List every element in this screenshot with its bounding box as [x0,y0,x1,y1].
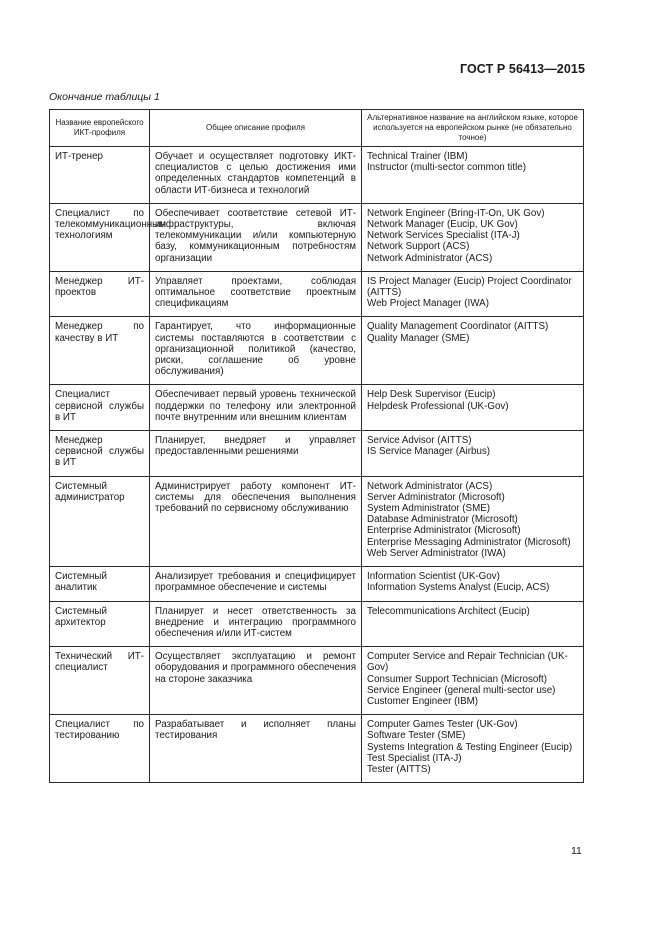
alternative-names-cell [362,601,584,647]
table-row [50,147,584,204]
alternative-name-item: Network Administrator (ACS) [367,252,493,264]
alternative-names-cell [362,271,584,317]
alternative-name-item: Information Scientist (UK-Gov) [367,571,500,583]
alternative-name-item: Server Administrator (Microsoft) [367,491,505,503]
alternative-name-item: Helpdesk Professional (UK-Gov) [367,400,509,412]
alternative-name-item: Instructor (multi-sector common title) [367,162,526,174]
profile-name-cell: Специалист сервисной службы в ИТ [50,385,150,431]
alternative-name-item: IS Service Manager (Airbus) [367,446,491,458]
alternative-name-item: Software Tester (SME) [367,730,466,742]
table-row [50,317,584,385]
page-number: 11 [571,845,582,857]
alternative-name-item: Computer Games Tester (UK-Gov) [367,719,518,731]
alternative-name-item: System Administrator (SME) [367,503,491,515]
alternative-names-cell [362,567,584,601]
profile-description-cell: Планирует, внедряет и управляет предоставленными решениями [150,431,362,477]
alternative-name-item: Network Manager (Eucip, UK Gov) [367,219,518,231]
alternative-name-item: Network Engineer (Bring-IT-On, UK Gov) [367,207,545,219]
alternative-names-cell [362,715,584,783]
profile-name-cell: Специалист по телекоммуникационным технологиям [50,203,150,271]
alternative-name-item: Help Desk Supervisor (Eucip) [367,389,496,401]
alternative-name-item: Network Administrator (ACS) [367,480,493,492]
alternative-name-item: Telecommunications Architect (Eucip) [367,605,530,617]
profile-name-cell: ИТ-тренер [50,147,150,204]
profile-description-cell: Обеспечивает соответствие сетевой ИТ-инфраструктуры, включая телекоммуникации и/или компьютерную базу, коммуникационным потребностям организации [150,203,362,271]
document-standard-header: ГОСТ Р 56413—2015 [459,62,585,76]
alternative-name-item: Customer Engineer (IBM) [367,695,479,707]
alternative-name-item: Quality Management Coordinator (AITTS) [367,321,549,333]
alternative-names-cell [362,647,584,715]
profile-description-cell: Администрирует работу компонент ИТ-системы для обеспечения выполнения требований по сервисному обслуживанию [150,476,362,566]
profile-name-cell: Системный аналитик [50,567,150,601]
profile-description-cell: Гарантирует, что информационные системы поставляются в соответствии с организационной политикой (качество, риски, соглашение об уровне обслуживания) [150,317,362,385]
table-row [50,431,584,477]
table-row [50,601,584,647]
alternative-name-item: Database Administrator (Microsoft) [367,514,518,526]
profile-name-cell: Системный архитектор [50,601,150,647]
profile-description-cell: Анализирует требования и специфицирует программное обеспечение и системы [150,567,362,601]
header-alternative-name: Альтернативное название на английском языке, которое используется на европейском рынке (не обязательно точное) [362,110,584,147]
alternative-name-item: Information Systems Analyst (Eucip, ACS) [367,582,550,594]
alternative-name-item: Computer Service and Repair Technician (UK-Gov) [367,651,568,674]
alternative-names-cell [362,203,584,271]
alternative-name-item: IS Project Manager (Eucip) Project Coordinator (AITTS) [367,275,572,299]
alternative-name-item: Enterprise Administrator (Microsoft) [367,525,521,537]
ict-profiles-table [49,109,584,783]
alternative-name-item: Quality Manager (SME) [367,332,470,344]
alternative-name-item: Service Engineer (general multi-sector use) [367,684,556,696]
alternative-name-item: Web Server Administrator (IWA) [367,547,506,559]
profile-name-cell: Менеджер ИТ-проектов [50,271,150,317]
table-body [50,147,584,783]
profile-name-cell: Менеджер по качеству в ИТ [50,317,150,385]
alternative-names-cell [362,385,584,431]
alternative-name-item: Service Advisor (AITTS) [367,435,472,447]
table-row [50,385,584,431]
table-header-row [50,110,584,147]
profile-name-cell: Системный администратор [50,476,150,566]
table-row [50,567,584,601]
alternative-name-item: Technical Trainer (IBM) [367,151,468,162]
profile-description-cell: Разрабатывает и исполняет планы тестирования [150,715,362,783]
table-row [50,476,584,566]
table-row [50,203,584,271]
table-row [50,715,584,783]
table-row [50,271,584,317]
table-row [50,647,584,715]
header-profile-description: Общее описание профиля [150,110,362,147]
profile-description-cell: Осуществляет эксплуатацию и ремонт оборудования и программного обеспечения на стороне заказчика [150,647,362,715]
alternative-name-item: Enterprise Messaging Administrator (Microsoft) [367,536,571,548]
alternative-names-cell [362,317,584,385]
profile-name-cell: Специалист по тестированию [50,715,150,783]
alternative-name-item: Systems Integration & Testing Engineer (Eucip) [367,741,573,753]
table-caption: Окончание таблицы 1 [49,91,160,103]
alternative-names-cell [362,147,584,204]
profile-description-cell: Планирует и несет ответственность за внедрение и интеграцию программного обеспечения и/или ИТ-систем [150,601,362,647]
alternative-name-item: Web Project Manager (IWA) [367,298,489,310]
profile-description-cell: Обучает и осуществляет подготовку ИКТ-специалистов с целью достижения ими определенных стандартов компетенций в области ИТ-бизнеса и технологий [150,147,362,204]
profile-name-cell: Менеджер сервисной службы в ИТ [50,431,150,477]
profile-description-cell: Управляет проектами, соблюдая оптимальное соответствие проектным спецификациям [150,271,362,317]
header-profile-name: Название европейского ИКТ-профиля [50,110,150,147]
alternative-name-item: Test Specialist (ITA-J) [367,752,462,764]
alternative-name-item: Consumer Support Technician (Microsoft) [367,673,548,685]
profile-description-cell: Обеспечивает первый уровень технической поддержки по телефону или электронной почте внутренним или внешним клиентам [150,385,362,431]
alternative-names-cell [362,476,584,566]
alternative-names-cell [362,431,584,477]
alternative-name-item: Tester (AITTS) [367,763,431,775]
alternative-name-item: Network Services Specialist (ITA-J) [367,230,520,242]
alternative-name-item: Network Support (ACS) [367,241,470,253]
profile-name-cell: Технический ИТ-специалист [50,647,150,715]
